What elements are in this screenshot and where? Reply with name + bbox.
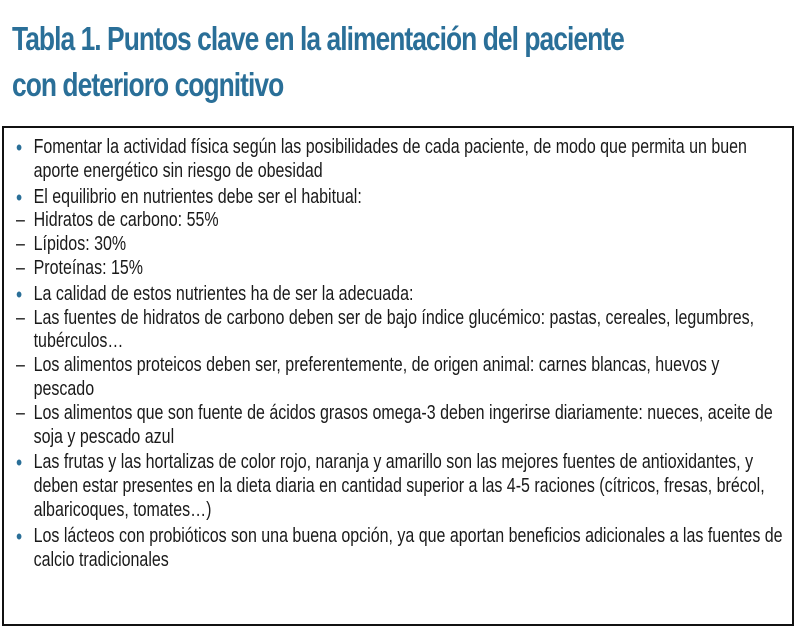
dash-marker: – xyxy=(16,256,25,279)
list-item xyxy=(16,525,784,573)
list-subitem xyxy=(16,209,784,233)
list-item xyxy=(16,136,784,184)
table-title-line-2: con deterioro cognitivo xyxy=(12,66,284,103)
bullet-marker: • xyxy=(16,184,23,210)
dash-marker: – xyxy=(16,354,25,377)
list-item-text: Los lácteos con probióticos son una buena opción, ya que aportan beneficios adicionales a las fuentes de calcio tradicionales xyxy=(33,524,783,571)
bullet-marker: • xyxy=(16,523,23,549)
dash-marker: – xyxy=(16,401,25,424)
list-item xyxy=(16,186,784,210)
dash-marker: – xyxy=(16,233,25,256)
bullet-marker: • xyxy=(16,450,23,476)
list-subitem-text: Hidratos de carbono: 55% xyxy=(33,209,219,232)
list-subitem-text: Proteínas: 15% xyxy=(33,256,143,279)
list-item xyxy=(16,283,784,307)
key-points-list xyxy=(16,136,784,572)
list-subitem-text: Los alimentos que son fuente de ácidos grasos omega-3 deben ingerirse diariamente: nueces, aceite de soja y pescado azul xyxy=(33,401,773,448)
key-points-box xyxy=(2,126,794,626)
list-item-text: El equilibrio en nutrientes debe ser el habitual: xyxy=(33,185,362,208)
list-item xyxy=(16,451,784,522)
dash-marker: – xyxy=(16,306,25,329)
table-title xyxy=(12,16,636,108)
list-subitem-text: Las fuentes de hidratos de carbono deben ser de bajo índice glucémico: pastas, cereales, legumbres, tubérculos… xyxy=(33,306,755,353)
list-subitem xyxy=(16,257,784,281)
list-subitem-text: Lípidos: 30% xyxy=(33,233,127,256)
list-item-text: Las frutas y las hortalizas de color rojo, naranja y amarillo son las mejores fuentes de antioxidantes, y deben estar presentes en la dieta diaria en cantidad superior a las 4-5 raciones (cítricos, fresas, brécol, albaricoques, tomates…) xyxy=(33,451,765,521)
list-item-text: Fomentar la actividad física según las posibilidades de cada paciente, de modo que permita un buen aporte energético sin riesgo de obesidad xyxy=(33,136,747,182)
list-subitem xyxy=(16,354,784,402)
list-subitem-text: Los alimentos proteicos deben ser, preferentemente, de origen animal: carnes blancas, huevos y pescado xyxy=(33,354,720,400)
dash-marker: – xyxy=(16,209,25,232)
bullet-marker: • xyxy=(16,281,23,307)
list-item-text: La calidad de estos nutrientes ha de ser la adecuada: xyxy=(33,282,414,305)
list-subitem xyxy=(16,402,784,450)
bullet-marker: • xyxy=(16,135,23,160)
list-subitem xyxy=(16,233,784,257)
list-subitem xyxy=(16,307,784,355)
table-title-line-1: Tabla 1. Puntos clave en la alimentación del paciente xyxy=(12,20,624,57)
